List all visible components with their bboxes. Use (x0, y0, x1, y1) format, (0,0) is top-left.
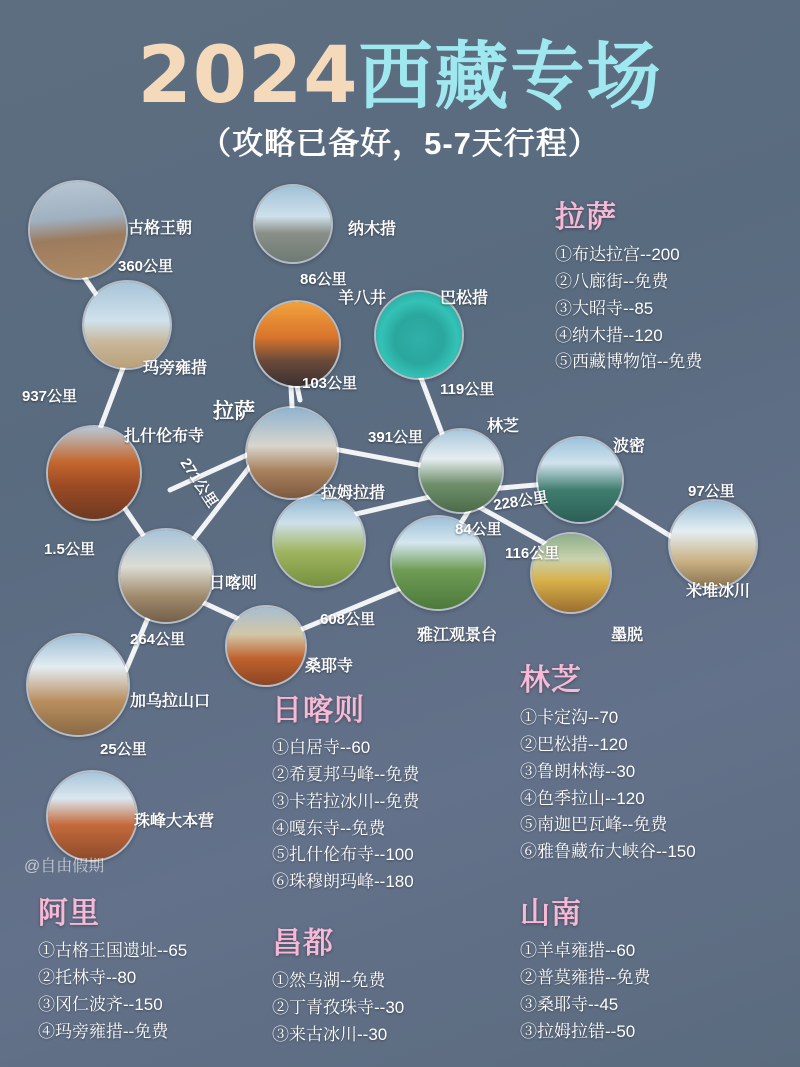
distance-label: 25公里 (100, 741, 147, 758)
midui-photo (670, 501, 756, 587)
list-item: ③冈仁波齐--150 (38, 994, 163, 1014)
list-item: ①卡定沟--70 (520, 708, 619, 727)
list-item: ②八廊街--免费 (555, 271, 669, 291)
distance-label: 86公里 (300, 271, 347, 288)
linzhi-photo (420, 430, 502, 512)
watermark: @自由假期 (24, 858, 105, 875)
city-title-shannan: 山南 (520, 897, 582, 930)
title-main: 西藏专场 (358, 35, 663, 118)
distance-label: 271公里 (176, 455, 221, 511)
list-item: ②巴松措--120 (520, 734, 628, 754)
list-item: ②普莫雍措--免费 (520, 967, 651, 987)
node-gugewangchao[interactable] (28, 180, 128, 280)
city-block-lasa (555, 192, 702, 376)
list-item: ⑥珠穆朗玛峰--180 (272, 872, 414, 892)
list-item: ①古格王国遗址--65 (38, 941, 188, 960)
node-linzhi[interactable] (418, 428, 504, 514)
node-label-rikaze: 日喀则 (209, 575, 258, 592)
list-item: ④色季拉山--120 (520, 788, 645, 808)
node-jiawula[interactable] (26, 633, 130, 737)
jiawula-photo (28, 635, 128, 735)
list-item: ③桑耶寺--45 (520, 994, 619, 1014)
page-subtitle: （攻略已备好，5-7天行程） (200, 126, 600, 161)
distance-label: 608公里 (320, 611, 376, 628)
node-bomi[interactable] (536, 436, 624, 524)
list-item: ①然乌湖--免费 (272, 971, 386, 990)
node-label-jiawula: 加乌拉山口 (130, 693, 211, 710)
namucuo-photo (255, 186, 331, 262)
distance-label: 264公里 (130, 631, 186, 648)
node-label-yangbajing: 羊八井 (338, 290, 387, 307)
page-title (0, 18, 800, 124)
node-label-lasa: 拉萨 (213, 400, 255, 423)
zhufeng-photo (48, 772, 136, 860)
node-midui[interactable] (668, 499, 758, 589)
distance-label: 1.5公里 (44, 541, 95, 558)
bomi-photo (538, 438, 622, 522)
list-item: ③拉姆拉错--50 (520, 1021, 636, 1041)
distance-label: 103公里 (302, 375, 358, 392)
list-item: ②希夏邦马峰--免费 (272, 764, 420, 784)
node-label-basongcuo: 巴松措 (440, 290, 489, 307)
distance-label: 84公里 (455, 521, 502, 538)
distance-label: 228公里 (492, 488, 550, 515)
distance-label: 97公里 (688, 483, 735, 500)
title-year: 2024 (137, 31, 359, 121)
sangyesi-photo (227, 607, 305, 685)
city-title-linzhi: 林芝 (520, 664, 582, 697)
city-block-ali (38, 888, 187, 1045)
node-label-linzhi: 林芝 (487, 418, 520, 435)
node-namucuo[interactable] (253, 184, 333, 264)
list-item: ⑥雅鲁藏布大峡谷--150 (520, 842, 696, 862)
distance-label: 116公里 (505, 545, 560, 562)
lamulacuo-photo (274, 496, 364, 586)
rikaze-photo (120, 530, 212, 622)
distance-label: 360公里 (118, 258, 174, 275)
city-title-lasa: 拉萨 (555, 201, 617, 234)
node-label-bomi: 波密 (613, 438, 646, 455)
city-title-rikaze: 日喀则 (272, 694, 365, 727)
node-label-lamulacuo: 拉姆拉措 (321, 485, 386, 502)
distance-label: 119公里 (440, 381, 495, 398)
list-item: ⑤南迦巴瓦峰--免费 (520, 815, 668, 835)
list-item: ④纳木措--120 (555, 325, 663, 345)
city-block-shannan (520, 888, 650, 1045)
node-label-zhufeng: 珠峰大本营 (134, 813, 215, 830)
node-label-midui: 米堆冰川 (686, 583, 751, 600)
city-title-ali: 阿里 (38, 897, 100, 930)
node-label-sangyesi: 桑耶寺 (305, 658, 354, 675)
city-block-changdu (272, 918, 404, 1049)
distance-label: 391公里 (368, 429, 424, 446)
node-label-zhashilunbu: 扎什伦布寺 (124, 428, 205, 445)
list-item: ④嘎东寺--免费 (272, 818, 386, 838)
city-block-linzhi (520, 655, 696, 866)
node-lamulacuo[interactable] (272, 494, 366, 588)
list-item: ①白居寺--60 (272, 738, 371, 757)
node-zhufeng[interactable] (46, 770, 138, 862)
list-item: ③鲁朗林海--30 (520, 761, 636, 781)
node-rikaze[interactable] (118, 528, 214, 624)
list-item: ④玛旁雍措--免费 (38, 1021, 169, 1041)
distance-label: 937公里 (22, 388, 78, 405)
list-item: ①布达拉宫--200 (555, 245, 680, 264)
list-item: ②托林寺--80 (38, 967, 137, 987)
node-sangyesi[interactable] (225, 605, 307, 687)
node-label-motuo: 墨脱 (611, 627, 644, 644)
list-item: ③来古冰川--30 (272, 1024, 388, 1044)
node-label-namucuo: 纳木措 (348, 221, 397, 238)
city-block-rikaze (272, 685, 419, 896)
node-label-mapangyongcuo: 玛旁雍措 (143, 360, 208, 377)
list-item: ⑤西藏博物馆--免费 (555, 352, 703, 372)
list-item: ②丁青孜珠寺--30 (272, 997, 405, 1017)
gugewangchao-photo (30, 182, 126, 278)
list-item: ①羊卓雍措--60 (520, 941, 636, 960)
node-label-gugewangchao: 古格王朝 (128, 220, 193, 237)
node-label-yajiang: 雅江观景台 (417, 627, 498, 644)
list-item: ③大昭寺--85 (555, 298, 654, 318)
list-item: ⑤扎什伦布寺--100 (272, 845, 414, 865)
list-item: ③卡若拉冰川--免费 (272, 791, 420, 811)
city-title-changdu: 昌都 (272, 927, 334, 960)
